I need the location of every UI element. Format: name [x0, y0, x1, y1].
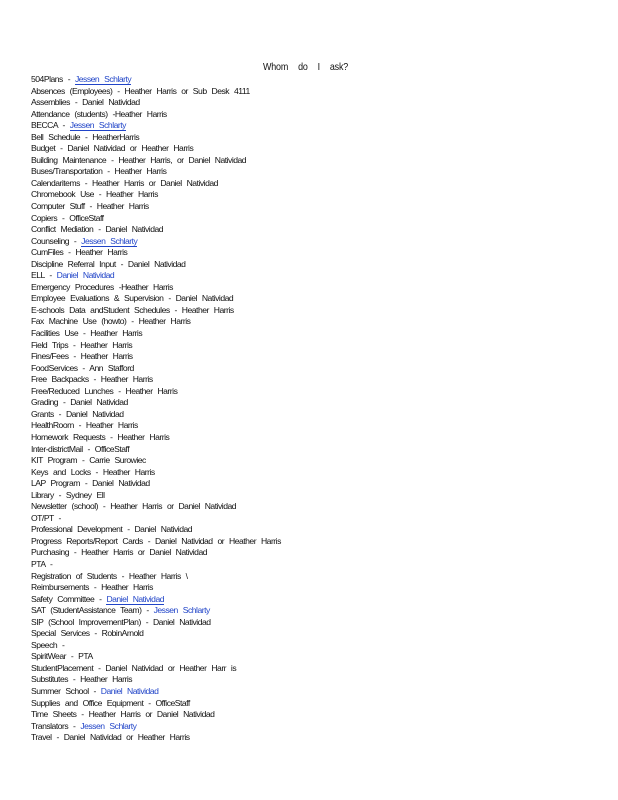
- separator: -: [55, 143, 68, 154]
- separator: -: [141, 605, 154, 616]
- topic-label: Keys and Locks: [31, 466, 91, 477]
- contact-name: Daniel Natividad or Heather Harris: [155, 535, 281, 546]
- contact-name: Heather Harris: [138, 316, 191, 327]
- separator: -: [88, 685, 101, 696]
- topic-label: Substitutes: [31, 674, 69, 685]
- topic-label: Counseling: [31, 235, 69, 246]
- list-item: [31, 397, 591, 409]
- contact-name: HeatherHarris: [92, 131, 140, 142]
- topic-label: Library: [31, 489, 54, 500]
- separator: -: [116, 570, 129, 581]
- list-item: [31, 628, 591, 640]
- topic-label: Inter-districtMail: [31, 443, 83, 454]
- topic-label: Grading: [31, 397, 59, 408]
- topic-label: HealthRoom: [31, 420, 74, 431]
- topic-label: Field Trips: [31, 339, 69, 350]
- contact-name: Heather Harris: [90, 328, 143, 339]
- list-item: [31, 709, 591, 721]
- separator: -: [88, 374, 101, 385]
- contact-name: Daniel Natividad: [92, 478, 150, 489]
- page-title: Whom do I ask?: [263, 61, 349, 73]
- list-item: [31, 732, 591, 744]
- separator: -: [93, 224, 106, 235]
- separator: -: [69, 547, 82, 558]
- separator: -: [143, 697, 156, 708]
- separator: -: [53, 512, 61, 523]
- topic-label: Grants: [31, 408, 54, 419]
- list-item: [31, 132, 591, 144]
- list-item: [31, 432, 591, 444]
- list-item: [31, 490, 591, 502]
- list-item: [31, 409, 591, 421]
- contact-link[interactable]: Jessen Schlarty: [80, 720, 137, 731]
- topic-label: Chromebook Use: [31, 189, 94, 200]
- topic-label: Computer Stuff: [31, 201, 85, 212]
- contact-name: Heather Harris: [80, 351, 133, 362]
- separator: -: [169, 304, 182, 315]
- separator: -: [93, 662, 106, 673]
- contact-name: Heather Harris or Sub Desk 4111: [124, 85, 250, 96]
- separator: -: [77, 362, 90, 373]
- topic-label: LAP Program: [31, 478, 80, 489]
- list-item: [31, 617, 591, 629]
- separator: -: [112, 85, 125, 96]
- contact-name: Heather Harris, or Daniel Natividad: [118, 154, 247, 165]
- contact-name: Daniel Natividad: [65, 408, 124, 419]
- topic-label: Summer School: [31, 685, 89, 696]
- list-item: [31, 524, 591, 536]
- separator: -: [93, 189, 107, 200]
- topic-label: Building Maintenance: [31, 154, 107, 165]
- contact-name: Sydney Ell: [65, 489, 105, 500]
- list-item: [31, 478, 591, 490]
- topic-label: Speech: [31, 639, 58, 650]
- contact-name: Heather Harris: [181, 304, 234, 315]
- list-item: [31, 444, 591, 456]
- topic-label: Translators: [31, 720, 69, 731]
- topic-label: Fax Machine Use (howto): [31, 316, 127, 327]
- topic-label: Emergency Procedures: [31, 281, 114, 292]
- list-item: [31, 455, 591, 467]
- topic-label: Professional Development: [31, 524, 123, 535]
- separator: -: [69, 235, 82, 246]
- separator: -: [51, 732, 64, 743]
- topic-label: OT/PT: [31, 512, 54, 523]
- topic-label: StudentPlacement: [31, 662, 94, 673]
- contact-name: Heather Harris: [125, 385, 178, 396]
- contact-name: Daniel Natividad: [70, 397, 128, 408]
- separator: -: [122, 524, 135, 535]
- contact-name: Heather Harris: [114, 108, 167, 119]
- topic-label: Registration of Students: [31, 570, 117, 581]
- separator: -: [107, 108, 115, 119]
- contact-name: OfficeStaff: [94, 443, 130, 454]
- separator: -: [62, 74, 75, 84]
- list-item: [31, 363, 591, 375]
- list-item: [31, 247, 591, 259]
- separator: -: [113, 385, 126, 396]
- list-item: [31, 674, 591, 686]
- topic-label: Free Backpacks: [31, 374, 89, 385]
- topic-label: Free/Reduced Lunches: [31, 385, 114, 396]
- list-item: [31, 189, 591, 201]
- separator: -: [69, 97, 83, 108]
- list-item: [31, 270, 591, 282]
- topic-label: Newsletter (school): [31, 501, 99, 512]
- contact-name: Heather Harris: [100, 374, 153, 385]
- list-item: [31, 120, 591, 132]
- separator: -: [77, 455, 90, 466]
- contact-name: Heather Harris \: [128, 570, 188, 581]
- contact-name: Heather Harris: [80, 339, 133, 350]
- separator: -: [105, 431, 118, 442]
- separator: -: [106, 154, 119, 165]
- topic-label: Discipline Referral Input: [31, 258, 116, 269]
- topic-label: Bell Schedule: [31, 131, 81, 142]
- list-item: [31, 698, 591, 710]
- topic-label: Conflict Mediation: [31, 224, 94, 235]
- topic-label: PTA: [31, 558, 46, 569]
- contact-name: Heather Harris: [102, 466, 155, 477]
- list-item: [31, 721, 591, 733]
- topic-label: Time Sheets: [31, 709, 77, 720]
- contact-name: RobinArnold: [101, 628, 144, 639]
- list-item: [31, 166, 591, 178]
- list-item: [31, 224, 591, 236]
- topic-label: Supplies and Office Equipment: [31, 697, 144, 708]
- separator: -: [53, 408, 66, 419]
- topic-label: Facilities Use: [31, 328, 79, 339]
- separator: -: [73, 420, 86, 431]
- contact-name: Daniel Natividad or Heather Harris: [63, 732, 190, 743]
- list-item: [31, 109, 591, 121]
- list-item: [31, 305, 591, 317]
- topic-label: KIT Program: [31, 455, 78, 466]
- separator: -: [65, 651, 79, 662]
- topic-label: BECCA: [31, 120, 58, 131]
- topic-label: Reimbursements: [31, 582, 89, 593]
- topic-label: E-schools Data andStudent Schedules: [31, 304, 170, 315]
- list-item: [31, 594, 591, 606]
- list-item: [31, 501, 591, 513]
- separator: -: [98, 501, 111, 512]
- contact-name: Heather Harris: [106, 189, 158, 200]
- separator: -: [45, 558, 53, 569]
- topic-label: ELL: [31, 270, 45, 281]
- separator: -: [79, 177, 93, 188]
- topic-label: Safety Committee: [31, 593, 95, 604]
- topic-label: Assemblies: [31, 97, 70, 108]
- list-item: [31, 651, 591, 663]
- list-item: [31, 201, 591, 213]
- separator: -: [68, 351, 81, 362]
- separator: -: [63, 247, 76, 258]
- separator: -: [142, 535, 155, 546]
- separator: -: [57, 639, 65, 650]
- contact-name: Daniel Natividad or Heather Harr is: [105, 662, 237, 673]
- topic-label: 504Plans: [31, 74, 63, 84]
- list-item: [31, 282, 591, 294]
- contact-name: Ann Stafford: [89, 362, 134, 373]
- separator: -: [68, 720, 81, 731]
- separator: -: [76, 709, 89, 720]
- list-item: [31, 340, 591, 352]
- contact-name: Daniel Natividad: [127, 258, 186, 269]
- contact-name: Heather Harris: [85, 420, 138, 431]
- contact-name: PTA: [78, 651, 93, 662]
- topic-label: SIP (School ImprovementPlan): [31, 616, 141, 627]
- list-item: [31, 143, 591, 155]
- contact-name: Daniel Natividad: [152, 616, 211, 627]
- contact-link[interactable]: Jessen Schlarty: [74, 74, 132, 84]
- list-item: [31, 386, 591, 398]
- contact-name: OfficeStaff: [155, 697, 190, 708]
- topic-label: Travel: [31, 732, 52, 743]
- topic-label: Progress Reports/Report Cards: [31, 535, 143, 546]
- topic-label: SAT (StudentAssistance Team): [31, 605, 142, 616]
- topic-label: SpiritWear: [31, 651, 66, 662]
- contact-name: Daniel Natividad: [105, 224, 164, 235]
- list-item: [31, 640, 591, 652]
- topic-label: Copiers: [31, 212, 58, 223]
- contact-name: Heather Harris: [101, 582, 153, 593]
- contact-name: Carrie Surowiec: [89, 455, 146, 466]
- separator: -: [102, 166, 115, 177]
- contact-link[interactable]: Daniel Natividad: [106, 593, 165, 604]
- list-item: [31, 155, 591, 167]
- contact-name: Daniel Natividad: [175, 293, 234, 304]
- separator: -: [163, 293, 176, 304]
- list-item: [31, 178, 591, 190]
- separator: -: [79, 478, 93, 489]
- separator: -: [78, 328, 91, 339]
- contact-name: Heather Harris: [121, 281, 173, 292]
- contact-name: OfficeStaff: [69, 212, 104, 223]
- separator: -: [53, 489, 66, 500]
- topic-label: Employee Evaluations & Supervision: [31, 293, 164, 304]
- separator: -: [57, 212, 70, 223]
- list-item: [31, 559, 591, 571]
- list-item: [31, 351, 591, 363]
- list-item: [31, 236, 591, 248]
- list-item: [31, 97, 591, 109]
- separator: -: [84, 201, 97, 212]
- separator: -: [115, 258, 128, 269]
- contact-name: Heather Harris: [75, 247, 128, 258]
- list-item: [31, 213, 591, 225]
- topic-label: Calendaritems: [31, 177, 80, 188]
- contact-name: Daniel Natividad: [82, 97, 140, 108]
- list-item: [31, 259, 591, 271]
- topic-label: Fines/Fees: [31, 351, 69, 362]
- topic-label: Buses/Transportation: [31, 166, 103, 177]
- separator: -: [94, 593, 107, 604]
- contact-link[interactable]: Jessen Schlarty: [81, 235, 138, 246]
- list-item: [31, 536, 591, 548]
- contact-name: Heather Harris: [114, 166, 167, 177]
- separator: -: [44, 270, 57, 281]
- separator: -: [88, 582, 102, 593]
- separator: -: [58, 397, 71, 408]
- separator: -: [90, 466, 103, 477]
- list-item: [31, 547, 591, 559]
- contact-link[interactable]: Jessen Schlarty: [69, 120, 126, 131]
- separator: -: [126, 316, 139, 327]
- list-item: [31, 686, 591, 698]
- contact-name: Heather Harris: [96, 201, 149, 212]
- separator: -: [68, 339, 81, 350]
- separator: -: [68, 674, 81, 685]
- list-item: [31, 374, 591, 386]
- list-item: [31, 571, 591, 583]
- contact-name: Heather Harris: [117, 431, 170, 442]
- contact-link[interactable]: Jessen Schlarty: [153, 605, 210, 616]
- separator: -: [82, 443, 95, 454]
- list-item: [31, 467, 591, 479]
- separator: -: [80, 131, 93, 142]
- contact-name: Heather Harris: [80, 674, 133, 685]
- list-item: [31, 86, 591, 98]
- topic-label: Homework Requests: [31, 431, 106, 442]
- topic-label: Budget: [31, 143, 56, 154]
- list-item: [31, 513, 591, 525]
- separator: -: [57, 120, 70, 131]
- list-item: [31, 74, 591, 86]
- topic-label: CumFiles: [31, 247, 64, 258]
- separator: -: [113, 281, 122, 292]
- list-item: [31, 663, 591, 675]
- contact-name: Daniel Natividad: [134, 524, 193, 535]
- contact-name: Heather Harris or Daniel Natividad: [88, 709, 215, 720]
- separator: -: [89, 628, 102, 639]
- list-item: [31, 328, 591, 340]
- contact-name: Daniel Natividad or Heather Harris: [67, 143, 194, 154]
- topic-label: Attendance (students): [31, 108, 108, 119]
- contact-link[interactable]: Daniel Natividad: [56, 270, 115, 281]
- contact-name: Heather Harris or Daniel Natividad: [110, 501, 237, 512]
- list-item: [31, 293, 591, 305]
- topic-label: Absences (Employees): [31, 85, 113, 96]
- contact-name: Heather Harris or Daniel Natividad: [81, 547, 208, 558]
- list-item: [31, 605, 591, 617]
- list-item: [31, 582, 591, 594]
- topic-label: Purchasing: [31, 547, 69, 558]
- topic-label: FoodServices: [31, 362, 78, 373]
- contact-link[interactable]: Daniel Natividad: [100, 685, 159, 696]
- contact-name: Heather Harris or Daniel Natividad: [92, 177, 218, 188]
- topic-label: Special Services: [31, 628, 90, 639]
- contact-list: [31, 74, 591, 744]
- list-item: [31, 420, 591, 432]
- list-item: [31, 316, 591, 328]
- separator: -: [140, 616, 153, 627]
